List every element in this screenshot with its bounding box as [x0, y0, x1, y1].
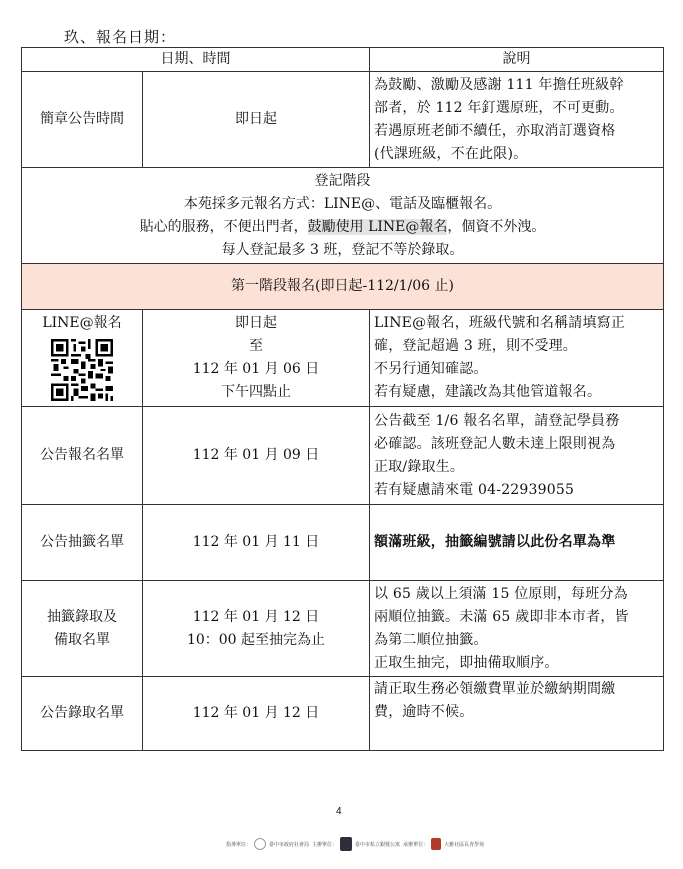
table-row: [22, 72, 664, 168]
registration-line-3: 每人登記最多 3 班，登記不等於錄取。: [221, 241, 464, 258]
guide-org: 臺中市政府社會局: [269, 841, 310, 848]
host-label: 主辦單位：: [312, 841, 338, 848]
table-row: [22, 505, 664, 581]
guide-label: 指導單位：: [226, 841, 252, 848]
phase-title: 第一階段報名(即日起-112/1/06 止): [22, 264, 664, 310]
row-description: 額滿班級，抽籤編號請以此份名單為準: [370, 505, 664, 581]
row-date: 112 年 01 月 11 日: [143, 505, 370, 581]
row-description: 以 65 歲以上須滿 15 位原則，每班分為 兩順位抽籤。未滿 65 歲即非本市者，皆 為第二順位抽籤。 正取生抽完，即抽備取順序。: [370, 581, 664, 677]
host-org: 臺中市私立銀髮公寓: [355, 841, 401, 848]
registration-title: 登記階段: [314, 172, 371, 189]
row-description: 為鼓勵、激勵及感謝 111 年擔任班級幹 部者，於 112 年釘選原班，不可更動。 若遇原班老師不續任，亦取消訂選資格 (代課班級，不在此限)。: [370, 72, 664, 168]
section-heading: 玖、報名日期：: [64, 28, 177, 46]
header-description: 說明: [370, 48, 664, 72]
row-description: 公告截至 1/6 報名名單，請登記學員務 必確認。該班登記人數未達上限則視為 正取/錄取生。 若有疑慮請來電 04-22939055: [370, 407, 664, 505]
row-label: 公告抽籤名單: [22, 505, 143, 581]
registration-line-1: 本苑採多元報名方式：LINE@、電話及臨櫃報名。: [183, 195, 502, 212]
table-header-row: [22, 48, 664, 72]
registration-schedule-table: [21, 47, 664, 751]
row-description: 請正取生務必領繳費單並於繳納期間繳 費，逾時不候。: [370, 677, 664, 751]
table-row: [22, 407, 664, 505]
page-number: 4: [336, 806, 342, 817]
header-date-time: 日期、時間: [22, 48, 370, 72]
row-date: 112 年 01 月 12 日: [143, 677, 370, 751]
host-logo-icon: [340, 837, 352, 851]
row-label: 簡章公告時間: [22, 72, 143, 168]
table-row: [22, 310, 664, 407]
footer-sponsors: [226, 834, 484, 854]
phase-row: [22, 264, 664, 310]
registration-info-row: [22, 168, 664, 264]
qr-code-icon[interactable]: [51, 339, 113, 401]
table-row: [22, 677, 664, 751]
social-bureau-logo-icon: [254, 838, 266, 850]
co-logo-icon: [431, 838, 441, 850]
table-row: [22, 581, 664, 677]
registration-line-2: 貼心的服務，不便出門者，鼓勵使用 LINE@報名，個資不外洩。: [139, 218, 546, 235]
row-description: LINE@報名，班級代號和名稱請填寫正 確，登記超過 3 班，則不受理。 不另行通知確認。 若有疑慮，建議改為其他管道報名。: [370, 310, 664, 407]
row-label: 公告報名名單: [22, 407, 143, 505]
row-date: 即日起 至 112 年 01 月 06 日 下午四點止: [143, 310, 370, 407]
row-date: 112 年 01 月 09 日: [143, 407, 370, 505]
row-date: 即日起: [143, 72, 370, 168]
co-org: 大雅社區長青學苑: [444, 841, 485, 848]
row-date: 112 年 01 月 12 日 10：00 起至抽完為止: [143, 581, 370, 677]
co-label: 承辦單位：: [403, 841, 429, 848]
row-label: LINE@報名: [42, 315, 122, 331]
highlight-text: 鼓勵使用 LINE@報名: [307, 218, 448, 235]
row-label: 抽籤錄取及 備取名單: [22, 581, 143, 677]
row-label: 公告錄取名單: [22, 677, 143, 751]
